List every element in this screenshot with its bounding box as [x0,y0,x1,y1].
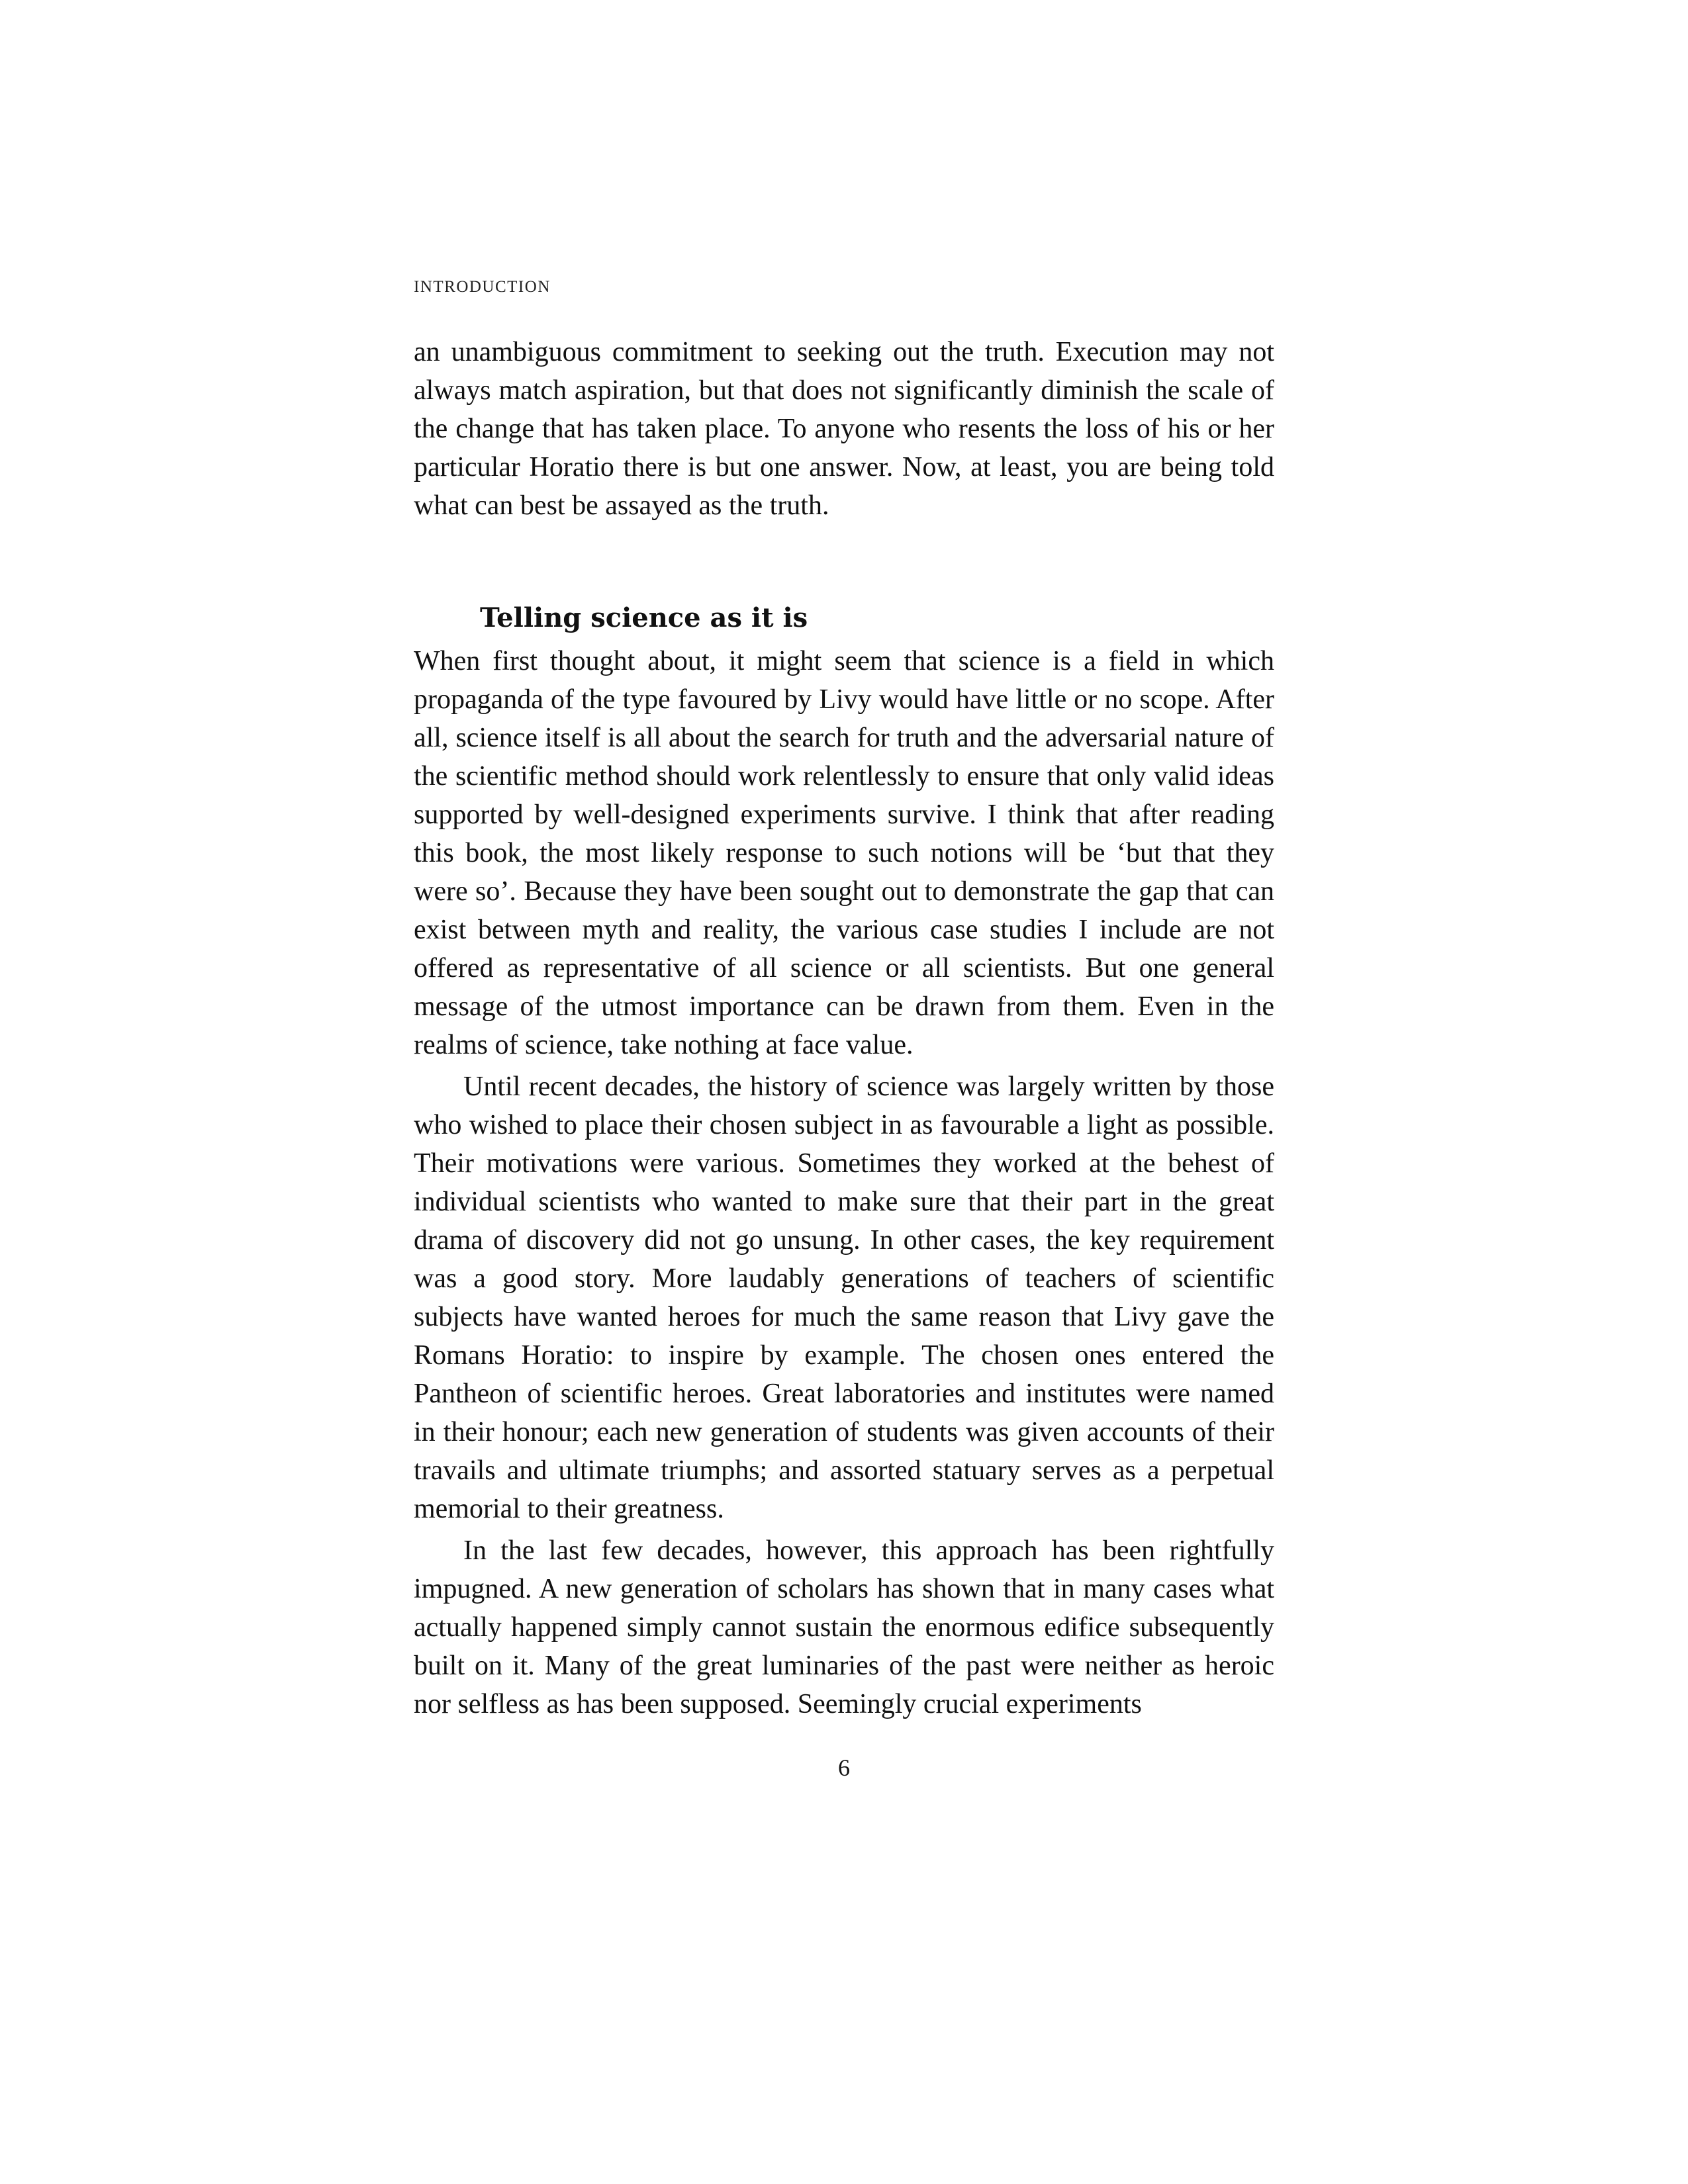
page-number: 6 [838,1754,850,1781]
heading-spacer [414,635,1274,642]
paragraph: When first thought about, it might seem that science is a field in which propaganda of the type favoured by Livy would have little or no scope. After all, science itself is all about the search for truth and the adversarial nature of the scientific method should work relentlessly to ensure that only valid ideas supported by well-designed experiments survive. I think that after reading this book, the most likely response to such notions will be ‘but that they were so’. Because they have been sought out to demonstrate the gap that can exist between myth and reality, the various case studies I include are not offered as representative of all science or all scientists. But one general message of the utmost importance can be drawn from them. Even in the realms of science, take nothing at face value. [414,646,1274,1060]
section-heading: Telling science as it is [480,602,808,633]
section-spacer [414,525,1274,601]
paragraph: Until recent decades, the history of science was largely written by those who wished to place their chosen subject in as favourable a light as possible. Their motivations were various. Sometimes they worked at the behest of individual scientists who wanted to make sure that their part in the great drama of discovery did not go unsung. In other cases, the key requirement was a good story. More laudably generations of teachers of scientific subjects have wanted heroes for much the same reason that Livy gave the Romans Horatio: to inspire by example. The chosen ones entered the Pantheon of scientific heroes. Great laboratories and institutes were named in their honour; each new generation of students was given accounts of their travails and ultimate triumphs; and assorted statuary serves as a perpetual memorial to their greatness. [414,1071,1274,1524]
running-head: INTRODUCTION [414,278,551,296]
paragraph: In the last few decades, however, this approach has been rightfully impugned. A new generation of scholars has shown that in many cases what actually happened simply cannot sustain the enormous edifice subsequently built on it. Many of the great luminaries of the past were neither as heroic nor selfless as has been supposed. Seemingly crucial experiments [414,1535,1274,1719]
body-text [414,333,1274,1723]
opening-paragraph: an unambiguous commitment to seeking out the truth. Execution may not always match aspiration, but that does not significantly diminish the scale of the change that has taken place. To anyone who resents the loss of his or her particular Horatio there is but one answer. Now, at least, you are being told what can best be assayed as the truth. [414,337,1274,521]
